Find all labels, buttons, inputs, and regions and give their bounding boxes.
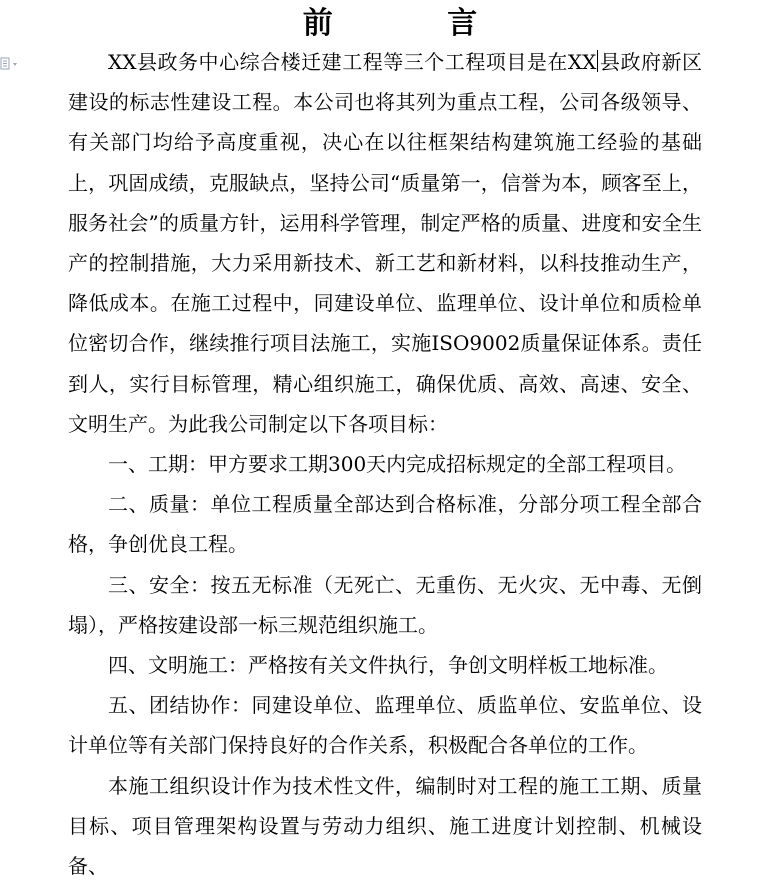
document-comment-icon[interactable]	[0, 56, 22, 72]
goal-safety-paragraph: 三、安全：按五无标准（无死亡、无重伤、无火灾、无中毒、无倒塌），严格按建设部一标三规范组织施工。	[68, 572, 702, 637]
goal-schedule-paragraph: 一、工期：甲方要求工期300天内完成招标规定的全部工程项目。	[108, 452, 687, 477]
goal-quality-paragraph: 二、质量：单位工程质量全部达到合格标准，分部分项工程全部合格，争创优良工程。	[68, 492, 702, 557]
page-title: 前 言	[302, 6, 530, 41]
goal-civilized-construction-paragraph: 四、文明施工：严格按有关文件执行，争创文明样板工地标准。	[108, 653, 668, 678]
closing-paragraph: 本施工组织设计作为技术性文件，编制时对工程的施工工期、质量目标、项目管理架构设置与劳动力组织、施工进度计划控制、机械设备、	[68, 773, 702, 879]
document-body[interactable]	[68, 42, 702, 886]
intro-paragraph	[68, 42, 702, 444]
intro-text-after-caret: 县政府新区建设的标志性建设工程。本公司也将其列为重点工程，公司各级领导、有关部门均给予高度重视，决心在以往框架结构建筑施工经验的基础上，巩固成绩，克服缺点，坚持公司“质量第一，信誉为本，顾客至上，服务社会”的质量方针，运用科学管理，制定严格的质量、进度和安全生产的控制措施，大力采用新技术、新工艺和新材料，以科技推动生产，降低成本。在施工过程中，同建设单位、监理单位、设计单位和质检单位密切合作，继续推行项目法施工，实施ISO9002质量保证体系。责任到人，实行目标管理，精心组织施工，确保优质、高效、高速、安全、文明生产。为此我公司制定以下各项目标：	[68, 50, 703, 436]
goal-cooperation-paragraph: 五、团结协作：同建设单位、监理单位、质监单位、安监单位、设计单位等有关部门保持良好的合作关系，积极配合各单位的工作。	[68, 693, 702, 758]
intro-text-before-caret: XX县政务中心综合楼迁建工程等三个工程项目是在XX	[108, 50, 597, 74]
